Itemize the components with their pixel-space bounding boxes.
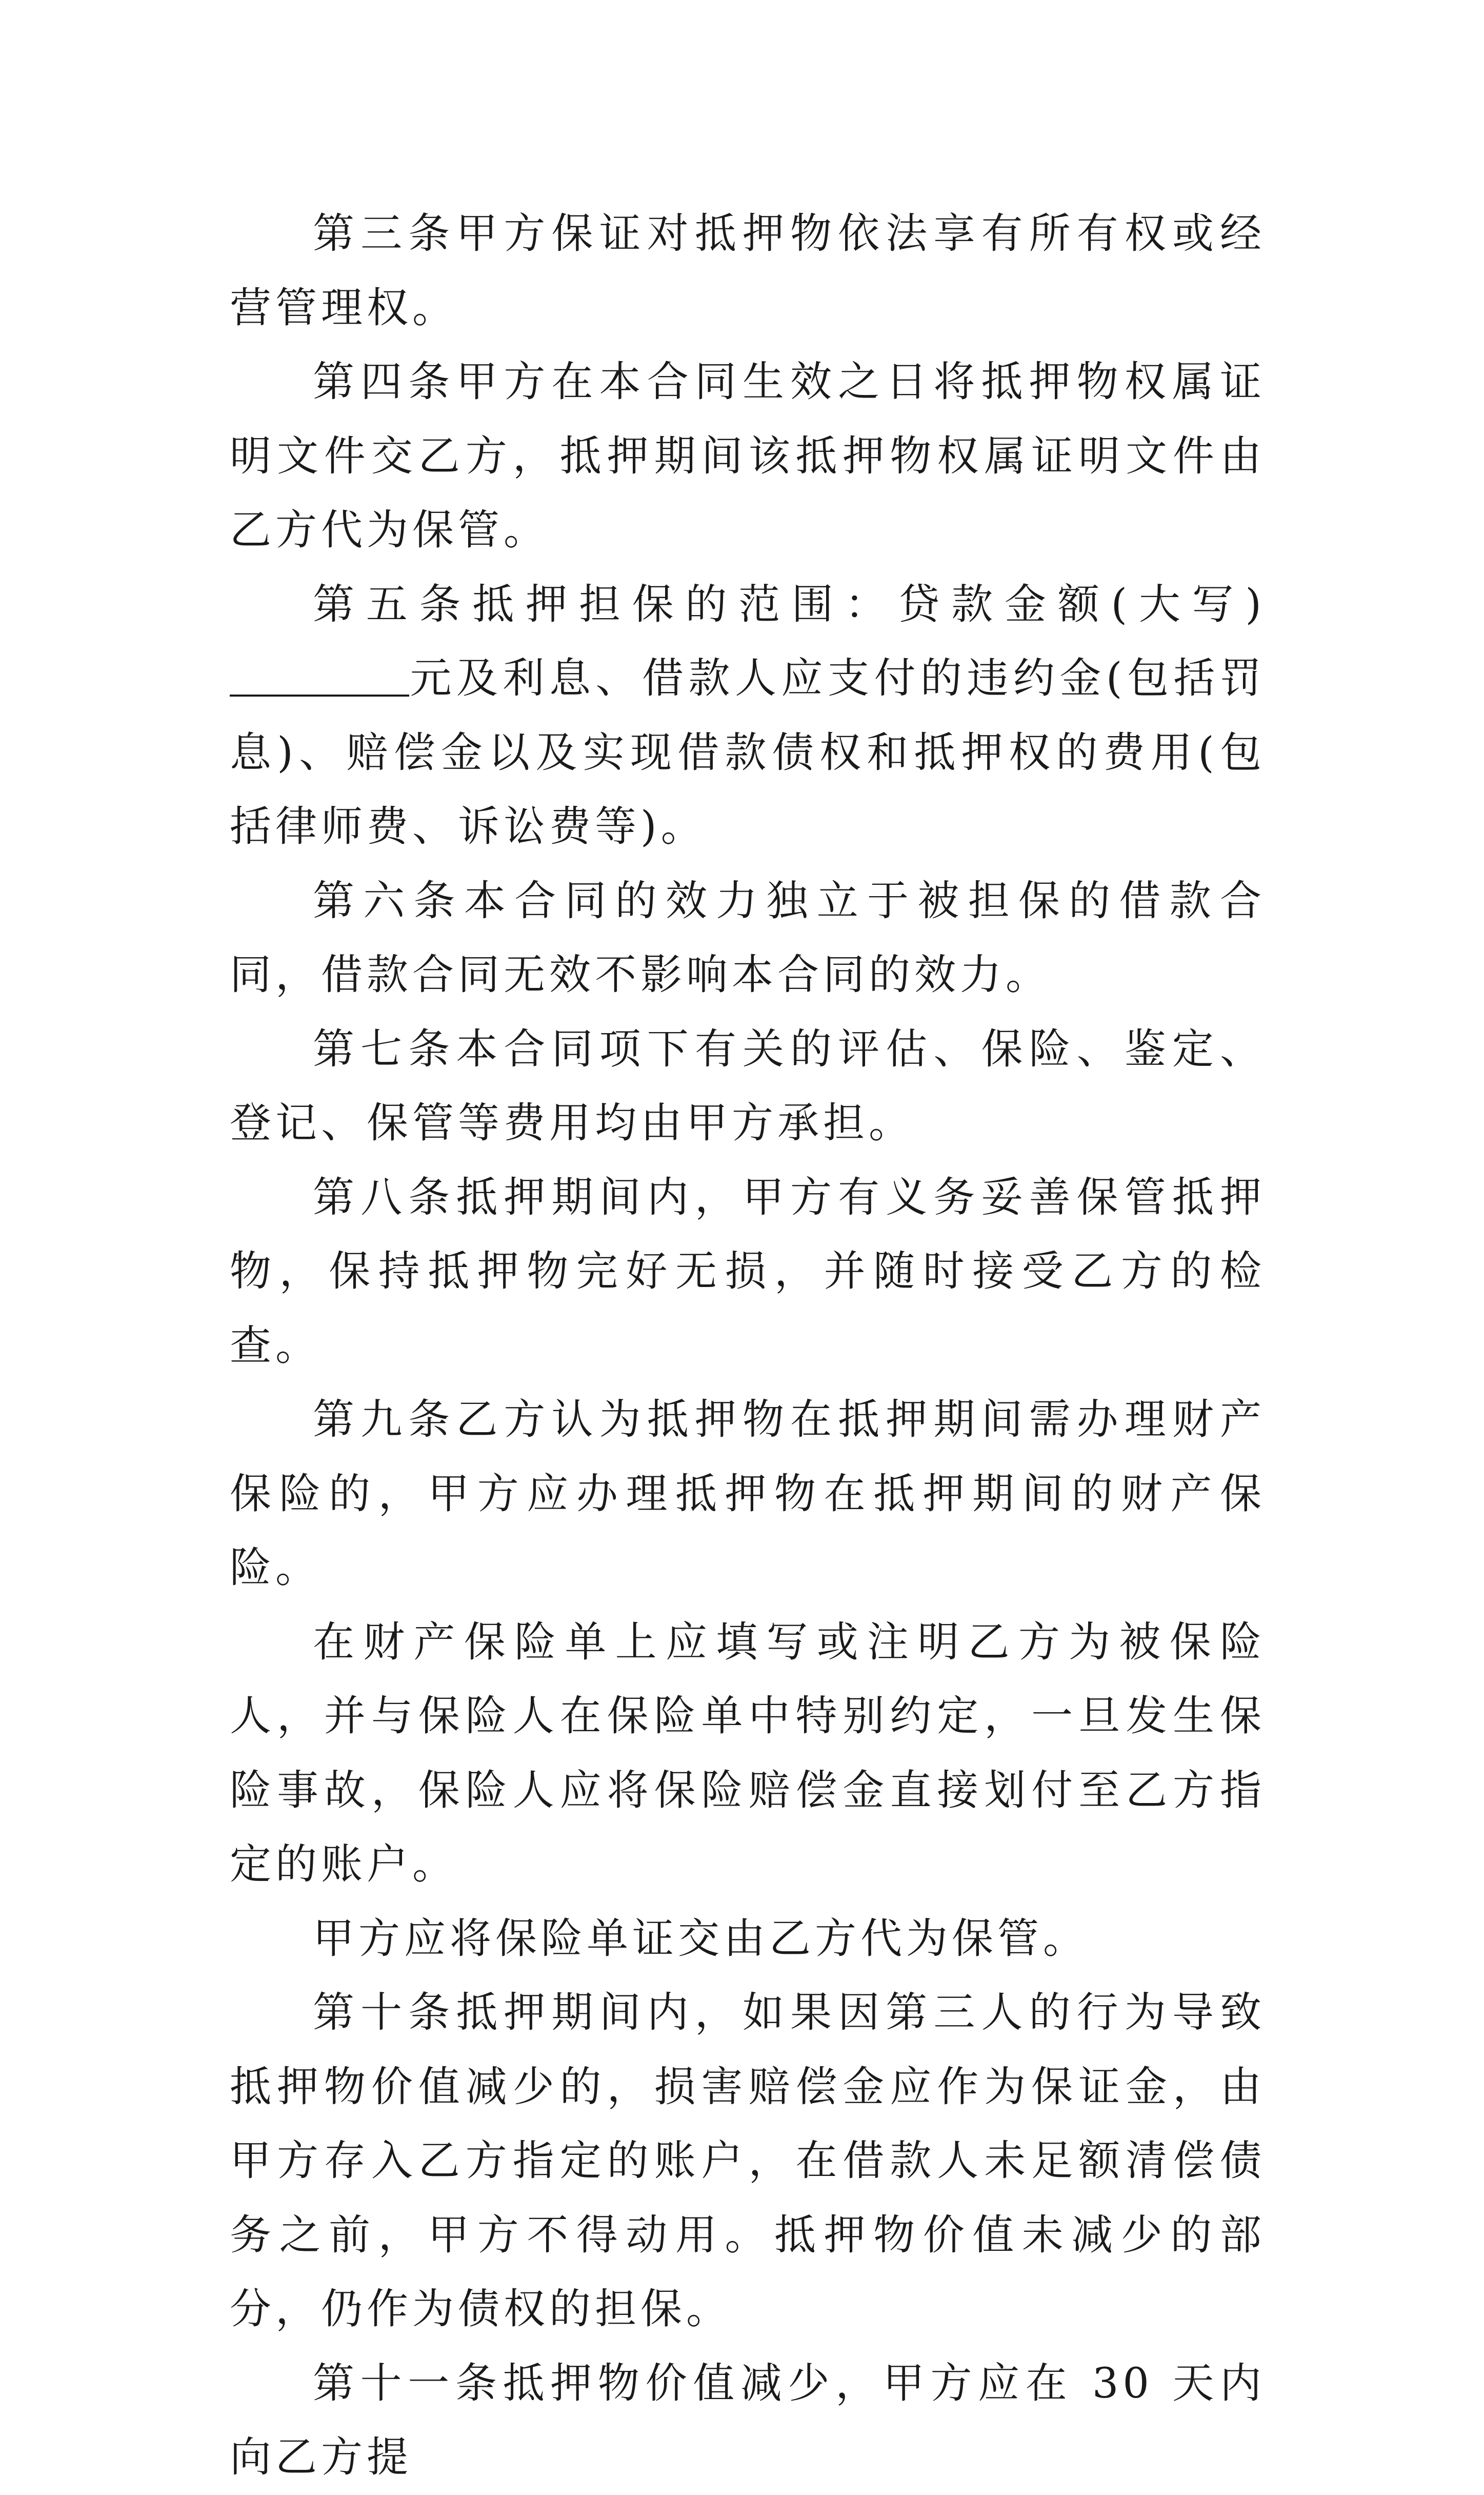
paragraph-article-11: 第十一条抵押物价值减少，甲方应在 30 天内向乙方提 <box>230 2359 1266 2482</box>
amount-blank-line <box>230 653 409 697</box>
article-5-text-before: 第五条抵押担保的范围：贷款金额(大写) <box>313 580 1266 629</box>
paragraph-article-9: 第九条乙方认为抵押物在抵押期间需办理财产保险的，甲方应办理抵押物在抵押期间的财产保险。 <box>230 1396 1266 1592</box>
document-body <box>230 197 1266 2495</box>
paragraph-article-6: 第六条本合同的效力独立于被担保的借款合同，借款合同无效不影响本合同的效力。 <box>230 877 1266 999</box>
paragraph-insurance-beneficiary: 在财产保险单上应填写或注明乙方为被保险人，并与保险人在保险单中特别约定，一旦发生保险事故，保险人应将保险赔偿金直接划付至乙方指定的账户。 <box>230 1618 1266 1889</box>
paragraph-article-4: 第四条甲方在本合同生效之日将抵押物权属证明文件交乙方，抵押期间该抵押物权属证明文件由乙方代为保管。 <box>230 358 1266 555</box>
paragraph-article-5 <box>230 568 1266 864</box>
paragraph-article-8: 第八条抵押期间内，甲方有义务妥善保管抵押物，保持抵押物完好无损，并随时接受乙方的检查。 <box>230 1173 1266 1370</box>
paragraph-article-3: 第三条甲方保证对抵押物依法享有所有权或经营管理权。 <box>230 210 1266 332</box>
paragraph-article-10: 第十条抵押期间内，如果因第三人的行为导致抵押物价值减少的，损害赔偿金应作为保证金，由甲方存入乙方指定的账户，在借款人未足额清偿债务之前，甲方不得动用。抵押物价值未减少的部分，仍作为债权的担保。 <box>230 1989 1266 2333</box>
paragraph-insurance-custody: 甲方应将保险单证交由乙方代为保管。 <box>313 1914 1089 1963</box>
article-5-text-after: 元及利息、借款人应支付的违约金(包括罚息)、赔偿金以及实现借款债权和抵押权的费用(包括律师费、诉讼费等)。 <box>230 655 1266 851</box>
paragraph-article-7: 第七条本合同项下有关的评估、保险、鉴定、登记、保管等费用均由甲方承担。 <box>230 1025 1266 1147</box>
